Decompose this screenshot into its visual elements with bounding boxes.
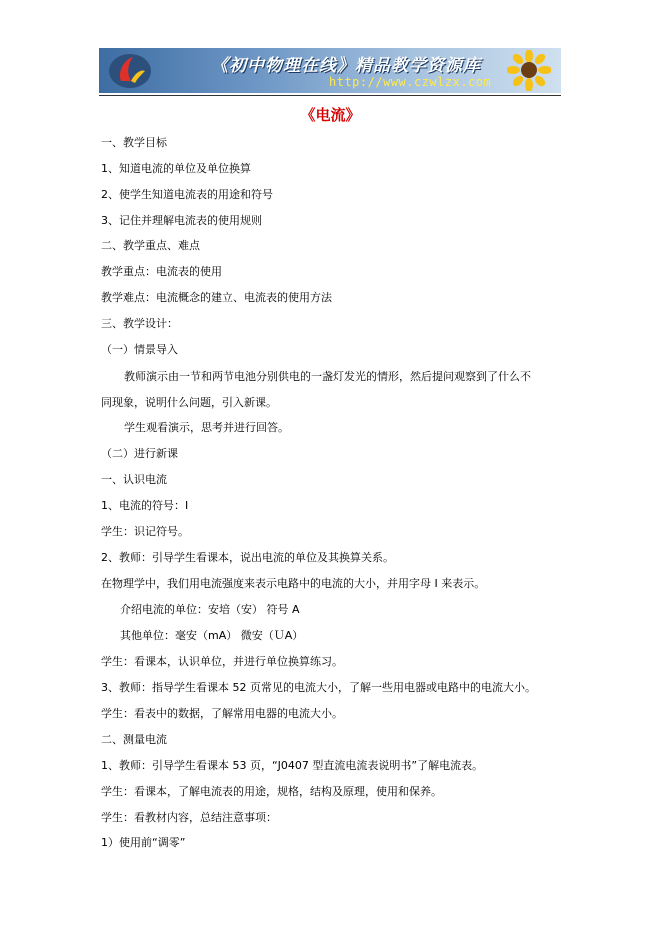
paragraph: 其他单位：毫安（mA） 微安（ＵA） [120,629,304,642]
logo-icon [107,51,153,90]
paragraph: 学生：识记符号。 [101,525,189,538]
paragraph: 学生：看课本，了解电流表的用途，规格，结构及原理，使用和保养。 [101,785,442,798]
paragraph: 教学难点：电流概念的建立、电流表的使用方法 [101,291,332,304]
paragraph: 学生：看教材内容，总结注意事项： [101,811,277,824]
paragraph: 2、教师：引导学生看课本，说出电流的单位及其换算关系。 [101,551,394,564]
paragraph: 1）使用前“调零” [101,836,186,849]
section-heading: 二、教学重点、难点 [101,239,200,252]
objective-item: 2、使学生知道电流表的用途和符号 [101,188,273,201]
paragraph: 1、教师：引导学生看课本 53 页，“J0407 型直流电流表说明书”了解电流表。 [101,759,484,772]
paragraph: 1、电流的符号：I [101,499,189,512]
paragraph: 学生观看演示，思考并进行回答。 [124,421,289,434]
sunflower-icon [507,50,551,91]
banner-title: 《初中物理在线》精品教学资源库 [211,56,481,76]
paragraph: 同现象，说明什么问题，引入新课。 [101,396,277,409]
banner-url[interactable]: http://www.czwlzx.com [329,75,492,89]
paragraph: 教学重点：电流表的使用 [101,265,222,278]
subsection-heading: （二）进行新课 [101,447,178,460]
paragraph: 3、教师：指导学生看课本 52 页常见的电流大小，了解一些用电器或电路中的电流大小。 [101,681,536,694]
document-title: 《电流》 [300,106,361,124]
header-banner [99,48,561,93]
objective-item: 1、知道电流的单位及单位换算 [101,162,251,175]
paragraph: 教师演示由一节和两节电池分别供电的一盏灯发光的情形，然后提问观察到了什么不 [124,370,531,383]
header-divider [99,95,561,96]
section-heading: 三、教学设计： [101,317,178,330]
section-heading: 一、教学目标 [101,136,167,149]
paragraph: 介绍电流的单位：安培（安） 符号 A [120,603,300,616]
subsection-heading: （一）情景导入 [101,343,178,356]
paragraph: 在物理学中，我们用电流强度来表示电路中的电流的大小，并用字母 I 来表示。 [101,577,486,590]
paragraph: 学生：看表中的数据，了解常用电器的电流大小。 [101,707,343,720]
paragraph: 学生：看课本，认识单位，并进行单位换算练习。 [101,655,343,668]
section-heading: 一、认识电流 [101,473,167,486]
objective-item: 3、记住并理解电流表的使用规则 [101,214,262,227]
section-heading: 二、测量电流 [101,733,167,746]
